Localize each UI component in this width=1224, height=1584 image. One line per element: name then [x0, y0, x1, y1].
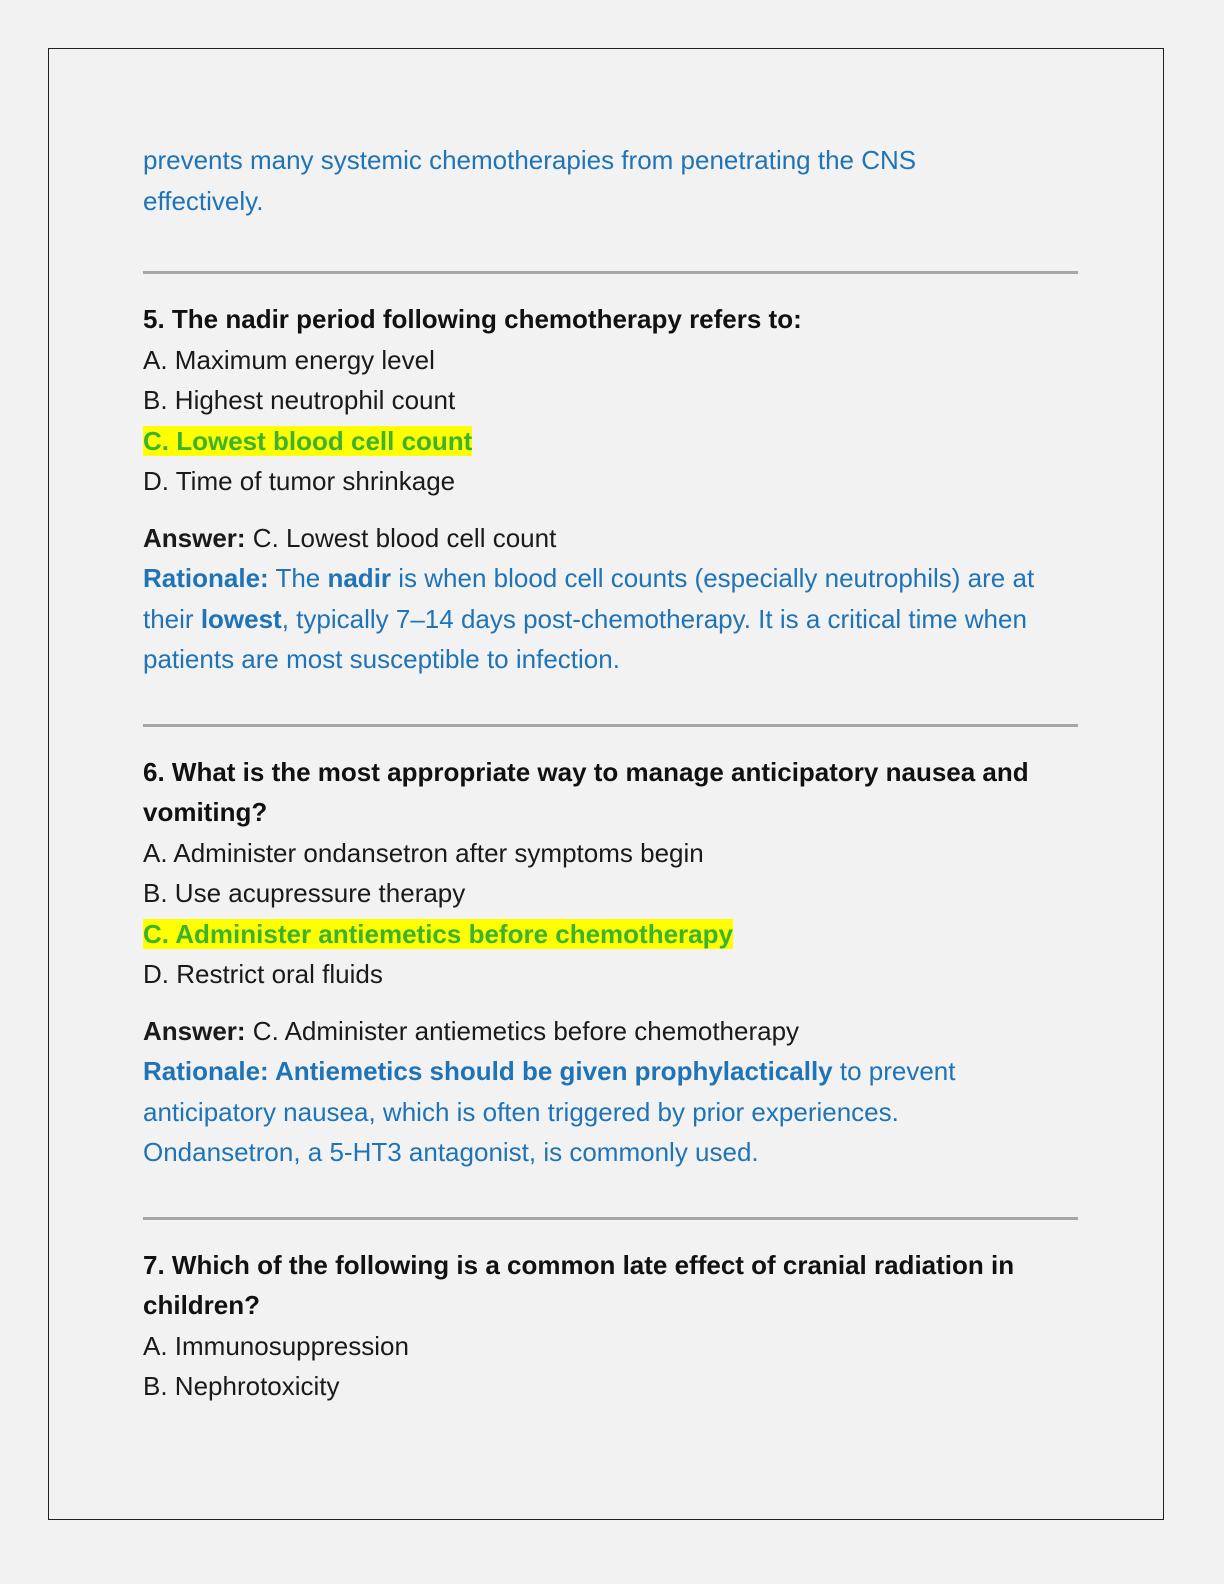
rationale	[143, 558, 1078, 680]
question-text: 7. Which of the following is a common late effect of cranial radiation in children?	[143, 1249, 1015, 1320]
rationale-emphasis: nadir	[327, 563, 392, 593]
answer-label: Answer:	[143, 1015, 246, 1046]
answer-text: C. Administer antiemetics before chemotherapy	[245, 1015, 800, 1046]
rationale-label: Rationale:	[143, 1056, 269, 1086]
rationale-emphasis: Antiemetics should be given prophylactically	[268, 1056, 833, 1086]
option-d: D. Restrict oral fluids	[143, 959, 383, 989]
answer-line	[143, 518, 1078, 559]
rationale-emphasis: lowest	[200, 603, 282, 634]
rationale-text: to prevent anticipatory nausea, which is often triggered by prior experiences. Ondansetron, a 5-HT3 antagonist, is commonly used.	[143, 1056, 956, 1167]
question-7	[143, 1245, 1078, 1407]
rationale-text: The	[268, 563, 328, 593]
option-b: B. Use acupressure therapy	[143, 878, 466, 908]
option-c-correct	[143, 914, 1078, 955]
highlighted-answer: C. Administer antiemetics before chemotherapy	[143, 918, 733, 949]
option-a: A. Maximum energy level	[143, 344, 435, 375]
question-6	[143, 752, 1078, 1173]
answer-line	[143, 1011, 1078, 1052]
answer-label: Answer:	[143, 522, 246, 553]
answer-text: C. Lowest blood cell count	[245, 522, 557, 553]
option-a: A. Administer ondansetron after symptoms begin	[143, 837, 704, 868]
rationale-label: Rationale:	[143, 563, 269, 593]
highlighted-answer: C. Lowest blood cell count	[143, 425, 473, 456]
rationale-text: , typically 7–14 days post-chemotherapy. It is a critical time when patients are most susceptible to infection.	[143, 603, 1027, 674]
question-text: 5. The nadir period following chemotherapy refers to:	[143, 304, 802, 334]
option-c-correct	[143, 421, 1078, 462]
question-text: 6. What is the most appropriate way to manage anticipatory nausea and vomiting?	[143, 756, 1029, 827]
document-content	[143, 140, 1078, 1407]
question-5	[143, 299, 1078, 680]
rationale-text: is when blood cell counts (especially neutrophils) are at their	[143, 563, 1035, 634]
intro-rationale-continuation: prevents many systemic chemotherapies from penetrating the CNS effectively.	[143, 145, 917, 216]
rationale	[143, 1051, 1003, 1173]
option-b: B. Highest neutrophil count	[143, 385, 456, 415]
option-a: A. Immunosuppression	[143, 1330, 409, 1361]
option-b: B. Nephrotoxicity	[143, 1371, 340, 1401]
option-d: D. Time of tumor shrinkage	[143, 466, 456, 496]
